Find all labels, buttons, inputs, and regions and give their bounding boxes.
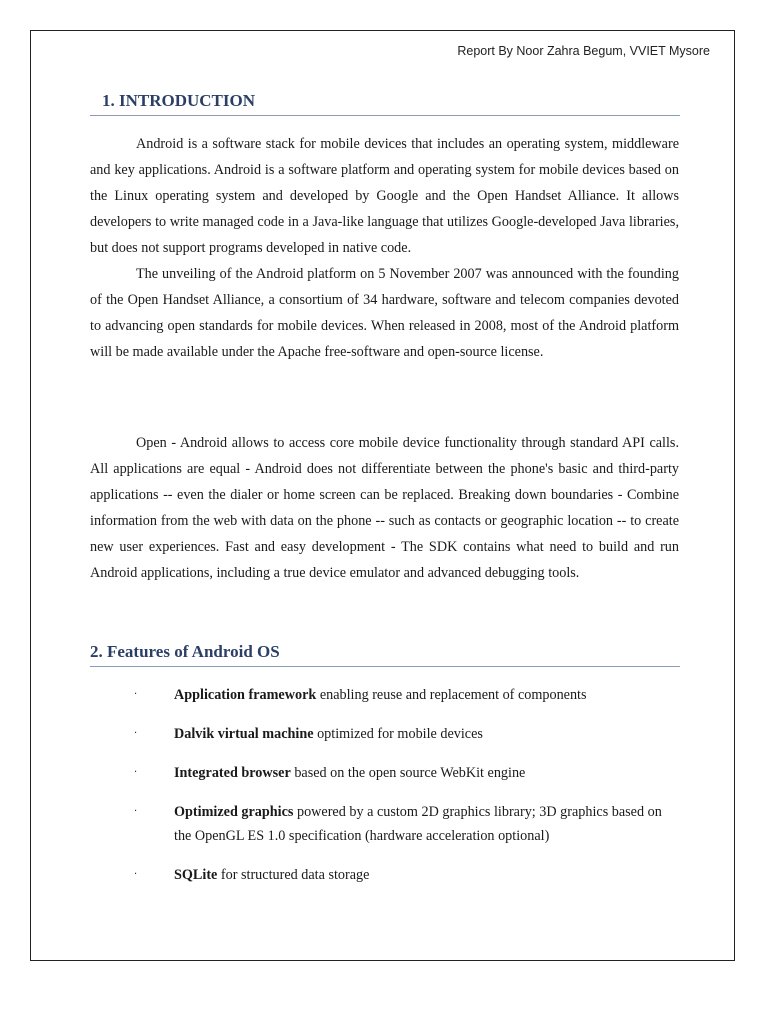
feature-title: Optimized graphics: [174, 804, 294, 820]
feature-description: enabling reuse and replacement of components: [316, 687, 587, 703]
feature-description: powered by a custom 2D graphics library; 3D graphics based on the OpenGL ES 1.0 specification (hardware acceleration optional): [174, 804, 662, 844]
feature-title: Integrated browser: [174, 765, 291, 781]
running-header: Report By Noor Zahra Begum, VVIET Mysore: [457, 44, 710, 58]
openness-body: [90, 430, 679, 586]
feature-title: Application framework: [174, 687, 317, 703]
introduction-paragraph-3: Open - Android allows to access core mobile device functionality through standard API calls. All applications are equal - Android does not differentiate between the phone's basic and third-party applications -- even the dialer or home screen can be replaced. Breaking down boundaries - Combine information from the web with data on the phone -- such as contacts or geographic location -- to create new user experiences. Fast and easy development - The SDK contains what need to build and run Android applications, including a true device emulator and advanced debugging tools.: [90, 435, 679, 581]
bullet-icon: ·: [134, 728, 138, 739]
feature-title: SQLite: [174, 867, 218, 883]
bullet-icon: ·: [134, 689, 138, 700]
feature-item: [90, 863, 680, 887]
feature-list: [90, 683, 680, 902]
section-heading-introduction: 1. INTRODUCTION: [90, 91, 680, 116]
feature-item: [90, 722, 680, 746]
bullet-icon: ·: [134, 806, 138, 817]
introduction-body: [90, 131, 679, 365]
introduction-paragraph-1: Android is a software stack for mobile devices that includes an operating system, middleware and key applications. Android is a software platform and operating system for mobile devices based on the Linux operating system and developed by Google and the Open Handset Alliance. It allows developers to write managed code in a Java-like language that utilizes Google-developed Java libraries, but does not support programs developed in native code.: [90, 136, 679, 256]
feature-item: [90, 800, 680, 848]
feature-description: based on the open source WebKit engine: [290, 765, 526, 781]
bullet-icon: ·: [134, 869, 138, 880]
feature-item: [90, 683, 680, 707]
feature-description: for structured data storage: [217, 867, 370, 883]
section-heading-features: 2. Features of Android OS: [90, 642, 680, 667]
feature-description: optimized for mobile devices: [313, 726, 483, 742]
feature-title: Dalvik virtual machine: [174, 726, 314, 742]
feature-item: [90, 761, 680, 785]
bullet-icon: ·: [134, 767, 138, 778]
introduction-paragraph-2: The unveiling of the Android platform on 5 November 2007 was announced with the founding of the Open Handset Alliance, a consortium of 34 hardware, software and telecom companies devoted to advancing open standards for mobile devices. When released in 2008, most of the Android platform will be made available under the Apache free-software and open-source license.: [90, 266, 679, 360]
